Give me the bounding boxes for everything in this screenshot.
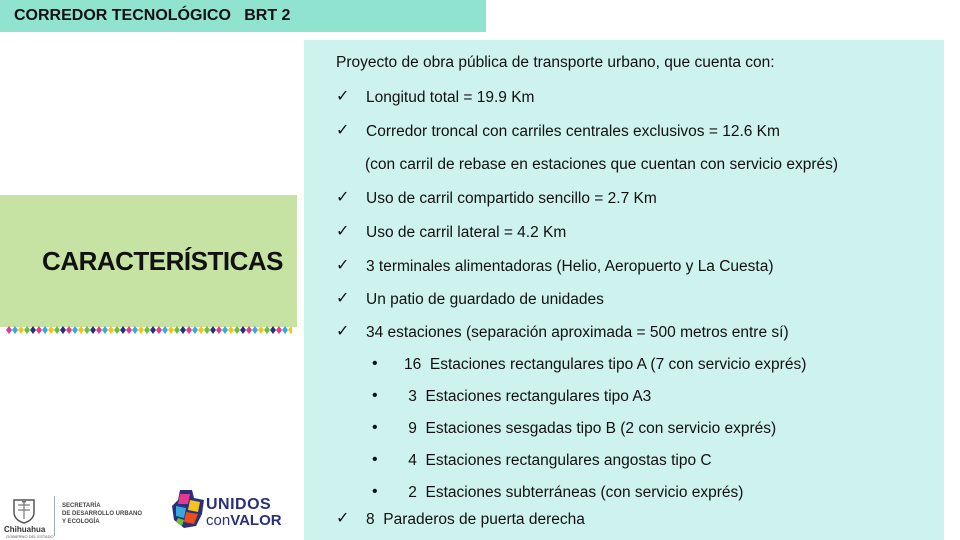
ribbon-diamond	[246, 326, 252, 334]
slide-title: CORREDOR TECNOLÓGICO BRT 2	[0, 0, 486, 32]
ribbon-diamond	[36, 326, 42, 334]
ribbon-diamond	[54, 326, 60, 334]
secretaria-label	[62, 502, 142, 526]
ribbon-diamond	[192, 326, 198, 334]
check-icon: ✓	[336, 88, 350, 105]
ribbon-diamond	[264, 326, 270, 334]
valor-label: VALOR	[230, 512, 282, 529]
bullet-icon: •	[372, 483, 378, 500]
list-item: Corredor troncal con carriles centrales exclusivos = 12.6 Km	[366, 123, 780, 140]
ribbon-diamond	[132, 326, 138, 334]
bullet-icon: •	[372, 387, 378, 404]
ribbon-diamond	[258, 326, 264, 334]
ribbon-diamond	[228, 326, 234, 334]
ribbon-diamond	[156, 326, 162, 334]
section-label-box	[0, 195, 297, 327]
secretaria-line: SECRETARÍA	[62, 503, 101, 509]
check-icon: ✓	[336, 290, 350, 307]
chihuahua-sub-label: GOBIERNO DEL ESTADO	[6, 534, 54, 539]
ribbon-diamond	[138, 326, 144, 334]
content-panel	[304, 40, 944, 540]
list-item: Un patio de guardado de unidades	[366, 291, 604, 308]
ribbon-diamond	[84, 326, 90, 334]
con-label: con	[206, 512, 231, 529]
ribbon-diamond	[24, 326, 30, 334]
sub-list-item: 16 Estaciones rectangulares tipo A (7 con servicio exprés)	[404, 356, 807, 373]
sub-list-item: 2 Estaciones subterráneas (con servicio exprés)	[404, 484, 744, 501]
list-item: Uso de carril lateral = 4.2 Km	[366, 224, 567, 241]
sub-list-item: 3 Estaciones rectangulares tipo A3	[404, 388, 652, 405]
logo-divider	[54, 496, 55, 536]
ribbon-diamond	[6, 326, 12, 334]
ribbon-diamond	[204, 326, 210, 334]
ribbon-diamond	[108, 326, 114, 334]
list-item-note: (con carril de rebase en estaciones que cuentan con servicio exprés)	[365, 156, 839, 173]
ribbon-diamond	[48, 326, 54, 334]
ribbon-diamond	[12, 326, 18, 334]
check-icon: ✓	[336, 122, 350, 139]
list-item: 3 terminales alimentadoras (Helio, Aeropuerto y La Cuesta)	[366, 258, 774, 275]
check-icon: ✓	[336, 510, 350, 527]
con-valor-label	[206, 512, 282, 529]
ribbon-diamond	[120, 326, 126, 334]
ribbon-diamond	[66, 326, 72, 334]
bullet-icon: •	[372, 419, 378, 436]
ribbon-diamond	[186, 326, 192, 334]
ribbon-diamond	[96, 326, 102, 334]
bullet-icon: •	[372, 355, 378, 372]
ribbon-diamond	[78, 326, 84, 334]
check-icon: ✓	[336, 323, 350, 340]
ribbon-diamond	[174, 326, 180, 334]
intro-text: Proyecto de obra pública de transporte urbano, que cuenta con:	[336, 54, 775, 71]
footer-logos	[0, 488, 300, 540]
ribbon-diamond	[276, 326, 282, 334]
unidos-logo-icon	[170, 488, 206, 530]
ribbon-diamond	[288, 326, 292, 334]
ribbon-diamond	[60, 326, 66, 334]
ribbon-diamond	[198, 326, 204, 334]
ribbon-diamond	[18, 326, 24, 334]
unidos-label: UNIDOS	[206, 496, 272, 513]
secretaria-line: Y ECOLOGÍA	[62, 519, 100, 525]
ribbon-diamond	[168, 326, 174, 334]
check-icon: ✓	[336, 223, 350, 240]
ribbon-diamond	[216, 326, 222, 334]
list-item: Longitud total = 19.9 Km	[366, 89, 535, 106]
list-item: Uso de carril compartido sencillo = 2.7 Km	[366, 190, 657, 207]
ribbon-diamond	[90, 326, 96, 334]
chihuahua-label: Chihuahua	[4, 525, 46, 534]
list-item: 34 estaciones (separación aproximada = 500 metros entre sí)	[366, 324, 789, 341]
ribbon-diamond	[30, 326, 36, 334]
list-item: 8 Paraderos de puerta derecha	[366, 511, 585, 528]
ribbon-diamond	[270, 326, 276, 334]
ribbon-diamond	[150, 326, 156, 334]
ribbon-diamond	[144, 326, 150, 334]
check-icon: ✓	[336, 257, 350, 274]
ribbon-diamond	[126, 326, 132, 334]
section-label: CARACTERÍSTICAS	[42, 245, 283, 276]
ribbon-diamond	[234, 326, 240, 334]
ribbon-diamond	[162, 326, 168, 334]
state-shield-icon	[12, 498, 36, 524]
sub-list-item: 4 Estaciones rectangulares angostas tipo C	[404, 452, 712, 469]
ribbon-diamond	[102, 326, 108, 334]
ribbon-diamond	[72, 326, 78, 334]
decorative-ribbon	[6, 325, 292, 335]
ribbon-diamond	[180, 326, 186, 334]
secretaria-line: DE DESARROLLO URBANO	[62, 511, 143, 517]
ribbon-diamond	[114, 326, 120, 334]
ribbon-diamond	[282, 326, 288, 334]
ribbon-diamond	[222, 326, 228, 334]
sub-list-item: 9 Estaciones sesgadas tipo B (2 con servicio exprés)	[404, 420, 777, 437]
ribbon-diamond	[252, 326, 258, 334]
check-icon: ✓	[336, 189, 350, 206]
ribbon-diamond	[42, 326, 48, 334]
ribbon-diamond	[240, 326, 246, 334]
bullet-icon: •	[372, 451, 378, 468]
ribbon-diamond	[210, 326, 216, 334]
